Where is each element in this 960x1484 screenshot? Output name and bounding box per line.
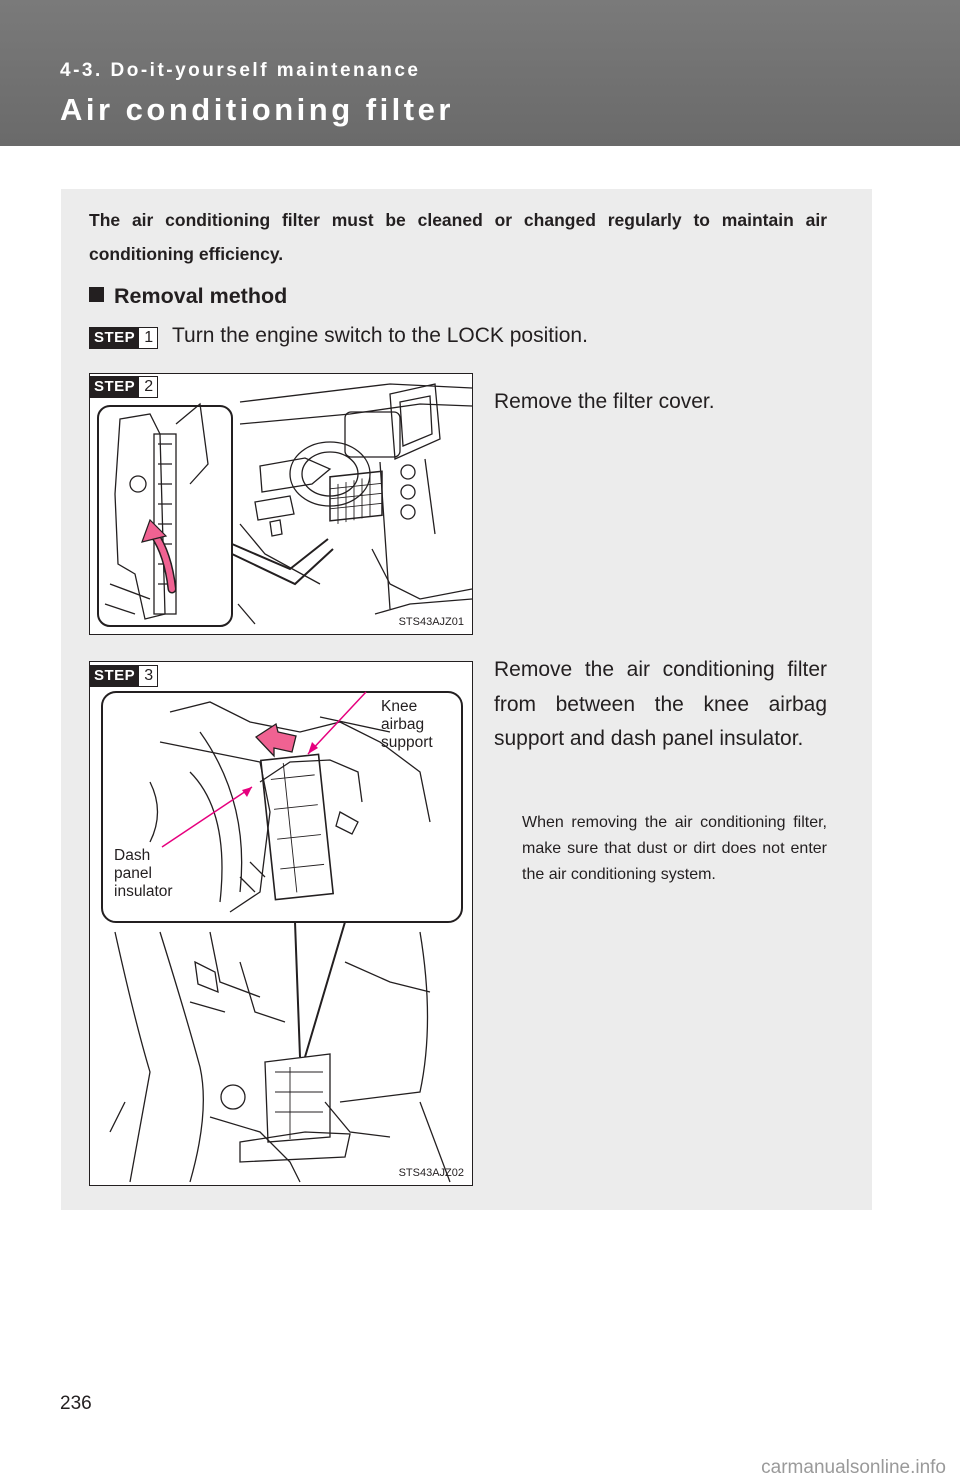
step-2-badge — [89, 376, 158, 398]
chapter-header-bar — [0, 0, 960, 146]
step-2-figure — [89, 373, 473, 635]
square-bullet-icon — [89, 287, 104, 302]
step-label: STEP — [90, 666, 139, 686]
step-3-note: When removing the air conditioning filter, make sure that dust or dirt does not enter the air conditioning system. — [522, 814, 827, 883]
step-number: 1 — [144, 329, 154, 346]
step-2-text: Remove the filter cover. — [494, 390, 715, 413]
subheading-text: Removal method — [114, 284, 288, 308]
watermark: carmanualsonline.info — [761, 1457, 946, 1478]
figure-code: STS43AJZ02 — [398, 1167, 464, 1179]
step-3-badge — [89, 665, 158, 687]
step-1-text: Turn the engine switch to the LOCK position. — [172, 324, 588, 347]
section-label: 4-3. Do-it-yourself maintenance — [60, 60, 421, 81]
step-number: 3 — [144, 667, 154, 684]
step-label: STEP — [90, 377, 139, 397]
step-label: STEP — [90, 328, 139, 348]
step-number: 2 — [144, 378, 154, 395]
callout-dash-panel-insulator: Dash panel insulator — [114, 847, 173, 900]
intro-text: The air conditioning filter must be cleaned or changed regularly to maintain air conditioning efficiency. — [89, 210, 827, 264]
step-3-text: Remove the air conditioning filter from between the knee airbag support and dash panel insulator. — [494, 658, 827, 750]
page-title: Air conditioning filter — [60, 92, 454, 127]
subheading — [89, 284, 287, 309]
callout-knee-airbag-support: Knee airbag support — [381, 698, 433, 751]
step-1-badge — [89, 327, 158, 349]
figure-code: STS43AJZ01 — [398, 616, 464, 628]
dashboard-illustration — [90, 374, 472, 634]
page-number: 236 — [60, 1393, 92, 1414]
